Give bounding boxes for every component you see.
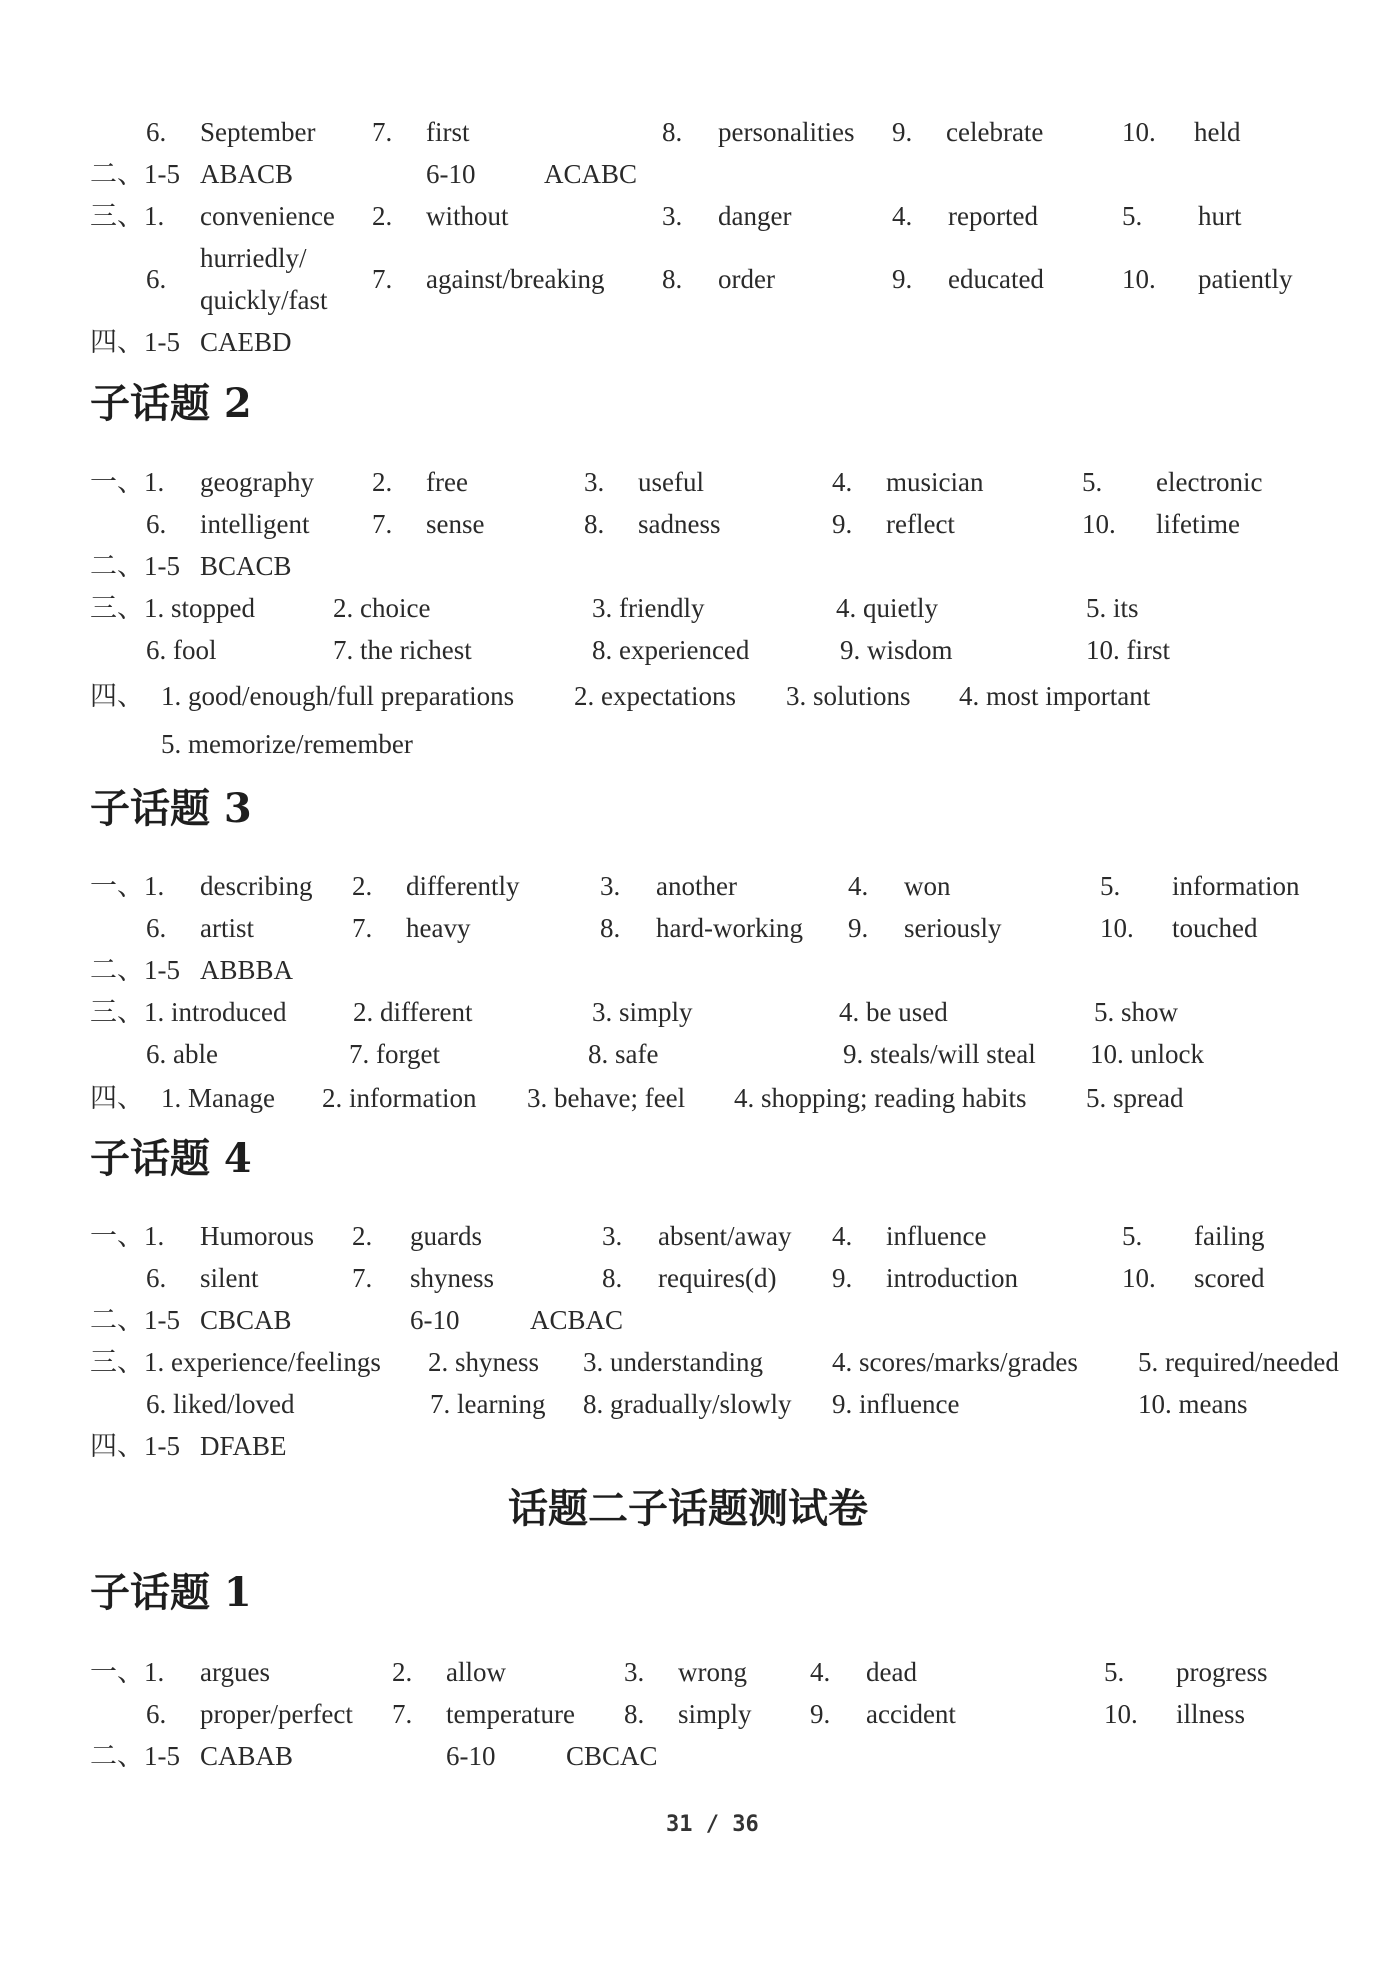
answer-item: 2. expectations bbox=[574, 681, 736, 711]
answer-number: 6. bbox=[146, 117, 167, 147]
answer-item: 4. scores/marks/grades bbox=[832, 1347, 1078, 1377]
question-label: 一、1. bbox=[90, 1657, 165, 1687]
answer-item: 6. able bbox=[146, 1039, 218, 1069]
answer-word: describing bbox=[200, 871, 313, 901]
answer-word: information bbox=[1172, 871, 1300, 901]
answer-number: 10. bbox=[1122, 1263, 1156, 1293]
answer-item: 5. spread bbox=[1086, 1083, 1184, 1113]
answer-item: 8. experienced bbox=[592, 635, 750, 665]
answer-word: sadness bbox=[638, 509, 721, 539]
answer-item: 4. quietly bbox=[836, 593, 938, 623]
answer-number: 7. bbox=[352, 913, 373, 943]
answer-number: 6. bbox=[146, 264, 167, 294]
answer-item: 7. forget bbox=[349, 1039, 440, 1069]
answer-item: 6. liked/loved bbox=[146, 1389, 295, 1419]
answer-word: progress bbox=[1176, 1657, 1268, 1687]
answer-word: against/breaking bbox=[426, 264, 605, 294]
answer-item: 9. influence bbox=[832, 1389, 960, 1419]
answer-number: 9. bbox=[892, 117, 913, 147]
answer-word: useful bbox=[638, 467, 704, 497]
answer-item: 4. shopping; reading habits bbox=[734, 1083, 1027, 1113]
answer-letters: ACBAC bbox=[530, 1305, 624, 1335]
answer-item: 2. choice bbox=[333, 593, 431, 623]
answer-word: intelligent bbox=[200, 509, 310, 539]
answer-word: influence bbox=[886, 1221, 987, 1251]
answer-item: 7. learning bbox=[430, 1389, 546, 1419]
answer-item: 5. memorize/remember bbox=[161, 729, 413, 759]
answer-word: failing bbox=[1194, 1221, 1265, 1251]
answer-word: order bbox=[718, 264, 775, 294]
answer-item: 1. Manage bbox=[161, 1083, 275, 1113]
answer-number: 2. bbox=[352, 871, 373, 901]
question-label: 一、1. bbox=[90, 1221, 165, 1251]
answer-word: argues bbox=[200, 1657, 270, 1687]
answer-number: 8. bbox=[584, 509, 605, 539]
question-label: 二、1-5 bbox=[90, 1305, 180, 1335]
answer-word: hurt bbox=[1198, 201, 1242, 231]
answer-number: 7. bbox=[352, 1263, 373, 1293]
answer-item: 10. means bbox=[1138, 1389, 1248, 1419]
answer-number: 6. bbox=[146, 1263, 167, 1293]
answer-word: hard-working bbox=[656, 913, 803, 943]
test-paper-title: 话题二子话题测试卷 bbox=[508, 1485, 868, 1532]
answer-number: 10. bbox=[1082, 509, 1116, 539]
answer-number: 3. bbox=[602, 1221, 623, 1251]
answer-item: 8. gradually/slowly bbox=[583, 1389, 792, 1419]
answer-number: 2. bbox=[352, 1221, 373, 1251]
section-heading: 子话题 1 bbox=[90, 1569, 252, 1616]
answer-number: 10. bbox=[1100, 913, 1134, 943]
answer-letters: ABACB bbox=[200, 159, 294, 189]
answer-word: danger bbox=[718, 201, 792, 231]
answer-number: 8. bbox=[662, 117, 683, 147]
section-heading: 子话题 2 bbox=[90, 380, 252, 427]
answer-item: 三、1. experience/feelings bbox=[90, 1347, 381, 1377]
answer-number: 4. bbox=[810, 1657, 831, 1687]
answer-item: 5. required/needed bbox=[1138, 1347, 1339, 1377]
answer-number: 3. bbox=[584, 467, 605, 497]
answer-item: 8. safe bbox=[588, 1039, 659, 1069]
answer-word: simply bbox=[678, 1699, 752, 1729]
answer-number: 4. bbox=[832, 1221, 853, 1251]
question-label: 四、1-5 bbox=[90, 327, 180, 357]
answer-item: 三、1. stopped bbox=[90, 593, 255, 623]
answer-word: requires(d) bbox=[658, 1263, 777, 1293]
answer-number: 9. bbox=[810, 1699, 831, 1729]
answer-number: 5. bbox=[1100, 871, 1121, 901]
answer-letters: DFABE bbox=[200, 1431, 287, 1461]
answer-word: dead bbox=[866, 1657, 917, 1687]
answer-word: patiently bbox=[1198, 264, 1293, 294]
answer-number: 10. bbox=[1104, 1699, 1138, 1729]
answer-word: musician bbox=[886, 467, 984, 497]
answer-item: 3. friendly bbox=[592, 593, 705, 623]
answer-number: 9. bbox=[848, 913, 869, 943]
answer-word: touched bbox=[1172, 913, 1258, 943]
answer-word: geography bbox=[200, 467, 314, 497]
answer-word: celebrate bbox=[946, 117, 1044, 147]
answer-number: 9. bbox=[832, 509, 853, 539]
answer-item: 5. show bbox=[1094, 997, 1179, 1027]
answer-word: quickly/fast bbox=[200, 285, 328, 315]
answer-number: 8. bbox=[600, 913, 621, 943]
answer-item: 10. unlock bbox=[1090, 1039, 1204, 1069]
answer-word: sense bbox=[426, 509, 485, 539]
answer-number: 6. bbox=[146, 509, 167, 539]
answer-word: won bbox=[904, 871, 951, 901]
answer-word: artist bbox=[200, 913, 254, 943]
answer-item: 3. behave; feel bbox=[527, 1083, 686, 1113]
answer-word: shyness bbox=[410, 1263, 495, 1293]
answer-number: 8. bbox=[662, 264, 683, 294]
answer-word: differently bbox=[406, 871, 520, 901]
answer-letters: CBCAB bbox=[200, 1305, 292, 1335]
answer-number: 2. bbox=[372, 467, 393, 497]
answer-word: introduction bbox=[886, 1263, 1018, 1293]
answer-word: absent/away bbox=[658, 1221, 792, 1251]
answer-number: 5. bbox=[1122, 201, 1143, 231]
question-label: 三、1. bbox=[90, 201, 165, 231]
answer-number: 10. bbox=[1122, 264, 1156, 294]
question-label: 二、1-5 bbox=[90, 551, 180, 581]
answer-item: 4. be used bbox=[839, 997, 948, 1027]
answer-number: 7. bbox=[372, 264, 393, 294]
answer-item: 5. its bbox=[1086, 593, 1139, 623]
answer-word: free bbox=[426, 467, 468, 497]
answer-number: 10. bbox=[1122, 117, 1156, 147]
section-heading: 子话题 4 bbox=[90, 1135, 252, 1182]
answer-word: first bbox=[426, 117, 470, 147]
answer-word: electronic bbox=[1156, 467, 1263, 497]
answer-number: 4. bbox=[832, 467, 853, 497]
answer-item: 2. information bbox=[322, 1083, 477, 1113]
answer-word: educated bbox=[948, 264, 1044, 294]
answer-number: 3. bbox=[624, 1657, 645, 1687]
answer-letters: ABBBA bbox=[200, 955, 294, 985]
answer-item: 9. wisdom bbox=[840, 635, 953, 665]
answer-word: personalities bbox=[718, 117, 855, 147]
answer-letters: CAEBD bbox=[200, 327, 292, 357]
answer-word: silent bbox=[200, 1263, 259, 1293]
answer-word: allow bbox=[446, 1657, 506, 1687]
question-label: 四、 bbox=[90, 1083, 144, 1113]
answer-number: 8. bbox=[602, 1263, 623, 1293]
answer-word: guards bbox=[410, 1221, 482, 1251]
question-label: 四、 bbox=[90, 681, 144, 711]
answer-item: 3. simply bbox=[592, 997, 693, 1027]
question-label: 一、1. bbox=[90, 871, 165, 901]
answer-number: 7. bbox=[372, 117, 393, 147]
answer-item: 2. shyness bbox=[428, 1347, 540, 1377]
answer-word: another bbox=[656, 871, 737, 901]
question-label: 二、1-5 bbox=[90, 159, 180, 189]
answer-item: 10. first bbox=[1086, 635, 1170, 665]
answer-item: 3. solutions bbox=[786, 681, 911, 711]
answer-word: lifetime bbox=[1156, 509, 1240, 539]
answer-word: temperature bbox=[446, 1699, 575, 1729]
question-label: 二、1-5 bbox=[90, 1741, 180, 1771]
answer-number: 2. bbox=[392, 1657, 413, 1687]
answer-word: without bbox=[426, 201, 509, 231]
answer-number: 7. bbox=[392, 1699, 413, 1729]
answer-number: 8. bbox=[624, 1699, 645, 1729]
answer-number: 6-10 bbox=[446, 1741, 496, 1771]
answer-word: Humorous bbox=[200, 1221, 314, 1251]
answer-number: 5. bbox=[1082, 467, 1103, 497]
answer-word: heavy bbox=[406, 913, 471, 943]
answer-word: wrong bbox=[678, 1657, 747, 1687]
answer-number: 5. bbox=[1104, 1657, 1125, 1687]
section-heading: 子话题 3 bbox=[90, 785, 252, 832]
answer-item: 9. steals/will steal bbox=[843, 1039, 1036, 1069]
answer-number: 3. bbox=[600, 871, 621, 901]
answer-word: September bbox=[200, 117, 316, 147]
answer-number: 7. bbox=[372, 509, 393, 539]
answer-item: 3. understanding bbox=[583, 1347, 763, 1377]
answer-number: 2. bbox=[372, 201, 393, 231]
answer-word: proper/perfect bbox=[200, 1699, 353, 1729]
question-label: 一、1. bbox=[90, 467, 165, 497]
answer-number: 9. bbox=[892, 264, 913, 294]
answer-word: reflect bbox=[886, 509, 955, 539]
answer-item: 7. the richest bbox=[333, 635, 472, 665]
answer-letters: ACABC bbox=[544, 159, 638, 189]
answer-word: illness bbox=[1176, 1699, 1246, 1729]
answer-item: 4. most important bbox=[959, 681, 1151, 711]
answer-number: 3. bbox=[662, 201, 683, 231]
answer-word: held bbox=[1194, 117, 1241, 147]
answer-word: reported bbox=[948, 201, 1038, 231]
answer-word: convenience bbox=[200, 201, 335, 231]
answer-number: 6. bbox=[146, 1699, 167, 1729]
answer-word: hurriedly/ bbox=[200, 243, 307, 273]
answer-letters: CBCAC bbox=[566, 1741, 658, 1771]
question-label: 四、1-5 bbox=[90, 1431, 180, 1461]
answer-letters: BCACB bbox=[200, 551, 292, 581]
answer-word: seriously bbox=[904, 913, 1002, 943]
answer-number: 6-10 bbox=[426, 159, 476, 189]
answer-item: 2. different bbox=[353, 997, 473, 1027]
answer-number: 5. bbox=[1122, 1221, 1143, 1251]
answer-number: 4. bbox=[892, 201, 913, 231]
answer-item: 1. good/enough/full preparations bbox=[161, 681, 515, 711]
answer-item: 三、1. introduced bbox=[90, 997, 287, 1027]
answer-number: 6. bbox=[146, 913, 167, 943]
answer-letters: CABAB bbox=[200, 1741, 294, 1771]
answer-word: scored bbox=[1194, 1263, 1265, 1293]
answer-number: 4. bbox=[848, 871, 869, 901]
answer-number: 9. bbox=[832, 1263, 853, 1293]
answer-item: 6. fool bbox=[146, 635, 217, 665]
page-number: 31 / 36 bbox=[666, 1812, 759, 1837]
answer-word: accident bbox=[866, 1699, 956, 1729]
answer-number: 6-10 bbox=[410, 1305, 460, 1335]
question-label: 二、1-5 bbox=[90, 955, 180, 985]
